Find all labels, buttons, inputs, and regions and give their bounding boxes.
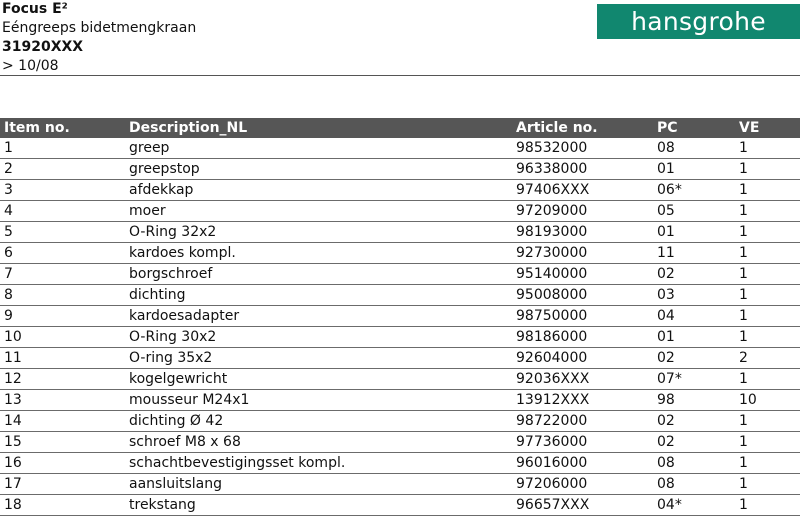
cell-description: schachtbevestigingsset kompl.: [125, 453, 512, 474]
cell-item-no: 5: [0, 222, 125, 243]
cell-pc: 01: [653, 222, 735, 243]
cell-description: aansluitslang: [125, 474, 512, 495]
cell-item-no: 3: [0, 180, 125, 201]
cell-ve: 1: [735, 243, 800, 264]
cell-item-no: 6: [0, 243, 125, 264]
cell-ve: 1: [735, 201, 800, 222]
cell-article-no: 95140000: [512, 264, 653, 285]
cell-article-no: 97209000: [512, 201, 653, 222]
table-row: [0, 390, 800, 411]
cell-pc: 02: [653, 348, 735, 369]
table-row: [0, 348, 800, 369]
cell-ve: 1: [735, 411, 800, 432]
table-row: [0, 474, 800, 495]
table-row: [0, 411, 800, 432]
header-divider: [0, 75, 800, 76]
cell-ve: 2: [735, 348, 800, 369]
cell-ve: 1: [735, 180, 800, 201]
cell-pc: 06*: [653, 180, 735, 201]
table-header-row: [0, 118, 800, 138]
cell-ve: 1: [735, 159, 800, 180]
cell-ve: 1: [735, 369, 800, 390]
cell-article-no: 92604000: [512, 348, 653, 369]
cell-pc: 03: [653, 285, 735, 306]
cell-item-no: 8: [0, 285, 125, 306]
cell-description: kardoes kompl.: [125, 243, 512, 264]
table-row: [0, 138, 800, 159]
cell-description: dichting Ø 42: [125, 411, 512, 432]
cell-article-no: 97736000: [512, 432, 653, 453]
cell-description: schroef M8 x 68: [125, 432, 512, 453]
cell-description: mousseur M24x1: [125, 390, 512, 411]
cell-description: O-ring 35x2: [125, 348, 512, 369]
cell-item-no: 2: [0, 159, 125, 180]
table-row: [0, 264, 800, 285]
cell-item-no: 13: [0, 390, 125, 411]
cell-ve: 1: [735, 285, 800, 306]
cell-article-no: 97206000: [512, 474, 653, 495]
column-header-item-no: Item no.: [0, 118, 125, 138]
cell-description: O-Ring 32x2: [125, 222, 512, 243]
column-header-description: Description_NL: [125, 118, 512, 138]
column-header-article-no: Article no.: [512, 118, 653, 138]
product-name: Focus E²: [2, 1, 68, 17]
table-row: [0, 243, 800, 264]
date-note: > 10/08: [2, 58, 59, 74]
table-body: [0, 138, 800, 516]
cell-description: kogelgewricht: [125, 369, 512, 390]
table-row: [0, 159, 800, 180]
cell-pc: 04: [653, 306, 735, 327]
hansgrohe-logo: [597, 4, 800, 39]
cell-description: borgschroef: [125, 264, 512, 285]
cell-item-no: 18: [0, 495, 125, 516]
cell-article-no: 92036XXX: [512, 369, 653, 390]
cell-item-no: 12: [0, 369, 125, 390]
cell-article-no: 95008000: [512, 285, 653, 306]
cell-ve: 1: [735, 306, 800, 327]
cell-description: dichting: [125, 285, 512, 306]
cell-item-no: 14: [0, 411, 125, 432]
cell-description: kardoesadapter: [125, 306, 512, 327]
table-row: [0, 432, 800, 453]
cell-pc: 08: [653, 453, 735, 474]
cell-pc: 02: [653, 411, 735, 432]
cell-description: moer: [125, 201, 512, 222]
cell-article-no: 98750000: [512, 306, 653, 327]
table-row: [0, 306, 800, 327]
column-header-ve: VE: [735, 118, 800, 138]
cell-item-no: 11: [0, 348, 125, 369]
cell-description: O-Ring 30x2: [125, 327, 512, 348]
cell-article-no: 98722000: [512, 411, 653, 432]
cell-article-no: 97406XXX: [512, 180, 653, 201]
cell-item-no: 10: [0, 327, 125, 348]
cell-ve: 1: [735, 327, 800, 348]
logo-text: hansgrohe: [631, 7, 766, 36]
cell-ve: 10: [735, 390, 800, 411]
table-row: [0, 285, 800, 306]
cell-description: greepstop: [125, 159, 512, 180]
product-description: Eéngreeps bidetmengkraan: [2, 20, 197, 36]
product-article-number: 31920XXX: [2, 39, 84, 55]
table-row: [0, 495, 800, 516]
cell-pc: 98: [653, 390, 735, 411]
cell-pc: 01: [653, 327, 735, 348]
table-row: [0, 180, 800, 201]
cell-item-no: 17: [0, 474, 125, 495]
cell-item-no: 1: [0, 138, 125, 159]
cell-description: afdekkap: [125, 180, 512, 201]
cell-item-no: 15: [0, 432, 125, 453]
cell-ve: 1: [735, 432, 800, 453]
cell-article-no: 98193000: [512, 222, 653, 243]
column-header-pc: PC: [653, 118, 735, 138]
cell-pc: 05: [653, 201, 735, 222]
cell-description: greep: [125, 138, 512, 159]
cell-article-no: 13912XXX: [512, 390, 653, 411]
cell-item-no: 9: [0, 306, 125, 327]
cell-pc: 07*: [653, 369, 735, 390]
cell-article-no: 98186000: [512, 327, 653, 348]
cell-ve: 1: [735, 138, 800, 159]
cell-ve: 1: [735, 495, 800, 516]
cell-ve: 1: [735, 474, 800, 495]
cell-ve: 1: [735, 453, 800, 474]
cell-description: trekstang: [125, 495, 512, 516]
cell-pc: 01: [653, 159, 735, 180]
table-row: [0, 453, 800, 474]
cell-pc: 08: [653, 138, 735, 159]
table-row: [0, 201, 800, 222]
cell-pc: 04*: [653, 495, 735, 516]
cell-article-no: 96657XXX: [512, 495, 653, 516]
cell-ve: 1: [735, 222, 800, 243]
cell-article-no: 92730000: [512, 243, 653, 264]
cell-pc: 02: [653, 264, 735, 285]
cell-ve: 1: [735, 264, 800, 285]
cell-item-no: 16: [0, 453, 125, 474]
cell-article-no: 98532000: [512, 138, 653, 159]
cell-article-no: 96016000: [512, 453, 653, 474]
cell-item-no: 4: [0, 201, 125, 222]
parts-table: [0, 118, 800, 516]
cell-pc: 02: [653, 432, 735, 453]
table-row: [0, 222, 800, 243]
table-row: [0, 327, 800, 348]
cell-pc: 11: [653, 243, 735, 264]
cell-pc: 08: [653, 474, 735, 495]
table-row: [0, 369, 800, 390]
cell-article-no: 96338000: [512, 159, 653, 180]
cell-item-no: 7: [0, 264, 125, 285]
